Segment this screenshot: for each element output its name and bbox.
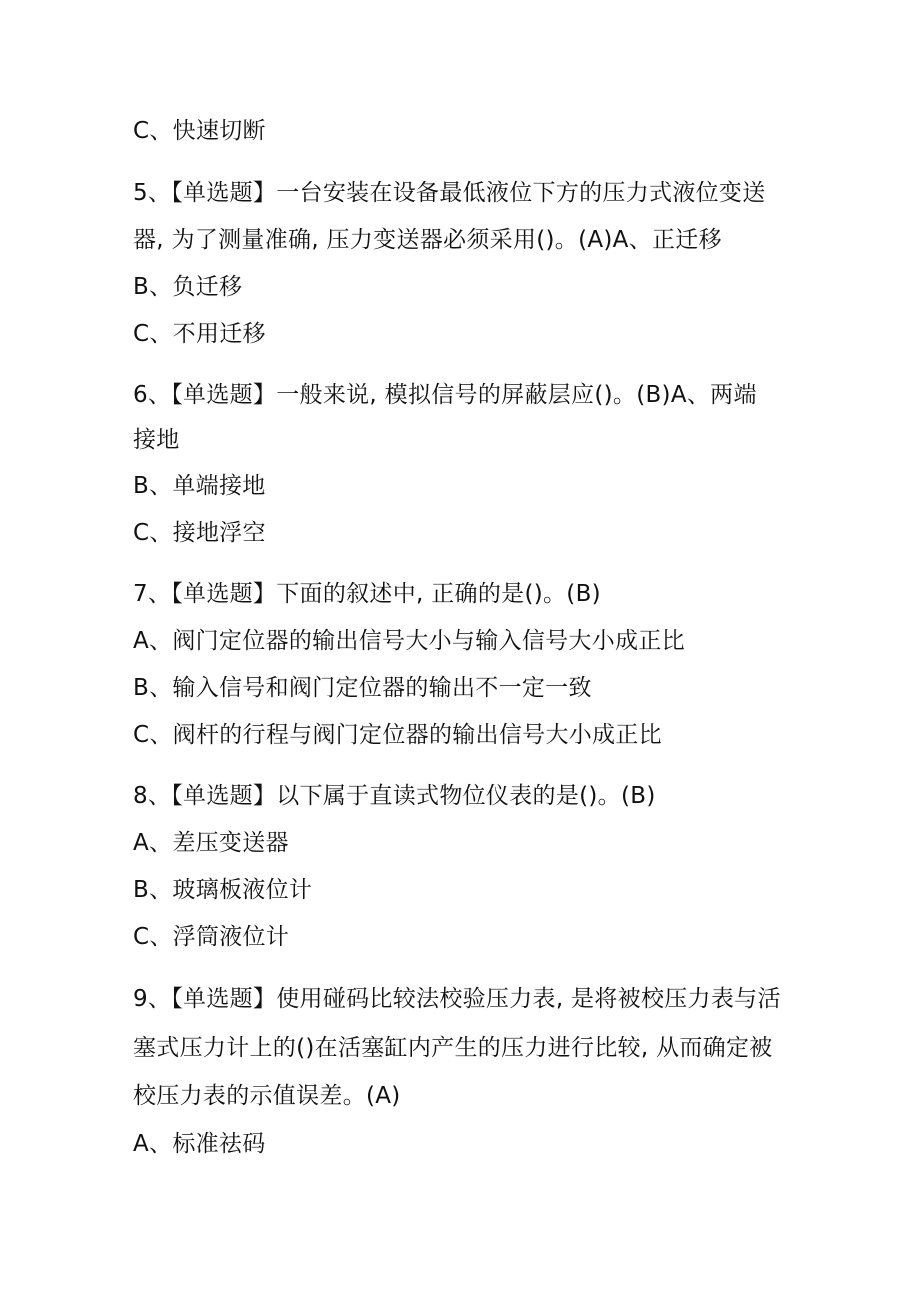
option-8b: B、玻璃板液位计: [133, 877, 313, 903]
option-6c: C、接地浮空: [133, 520, 266, 546]
question-5-line-1: 5、【单选题】一台安装在设备最低液位下方的压力式液位变送: [133, 180, 766, 206]
option-8c: C、浮筒液位计: [133, 924, 290, 950]
question-8: 8、【单选题】以下属于直读式物位仪表的是()。(B): [133, 783, 656, 809]
question-6-line-2: 接地: [133, 427, 180, 453]
question-9-line-1: 9、【单选题】使用碰码比较法校验压力表, 是将被校压力表与活: [133, 986, 781, 1012]
question-5-line-2: 器, 为了测量准确, 压力变送器必须采用()。(A)A、正迁移: [133, 227, 722, 253]
option-7c: C、阀杆的行程与阀门定位器的输出信号大小成正比: [133, 722, 662, 748]
option-8a: A、差压变送器: [133, 830, 289, 856]
option-6b: B、单端接地: [133, 473, 266, 499]
option-7b: B、输入信号和阀门定位器的输出不一定一致: [133, 675, 592, 701]
question-9-line-3: 校压力表的示值误差。(A): [133, 1083, 401, 1109]
option-9a: A、标准祛码: [133, 1131, 266, 1157]
question-6-line-1: 6、【单选题】一般来说, 模拟信号的屏蔽层应()。(B)A、两端: [133, 382, 757, 408]
question-7: 7、【单选题】下面的叙述中, 正确的是()。(B): [133, 581, 601, 607]
question-9-line-2: 塞式压力计上的()在活塞缸内产生的压力进行比较, 从而确定被: [133, 1035, 773, 1061]
option-7a: A、阀门定位器的输出信号大小与输入信号大小成正比: [133, 628, 685, 654]
option-5b: B、负迁移: [133, 274, 243, 300]
option-5c: C、不用迁移: [133, 321, 266, 347]
option-4c: C、快速切断: [133, 118, 266, 144]
